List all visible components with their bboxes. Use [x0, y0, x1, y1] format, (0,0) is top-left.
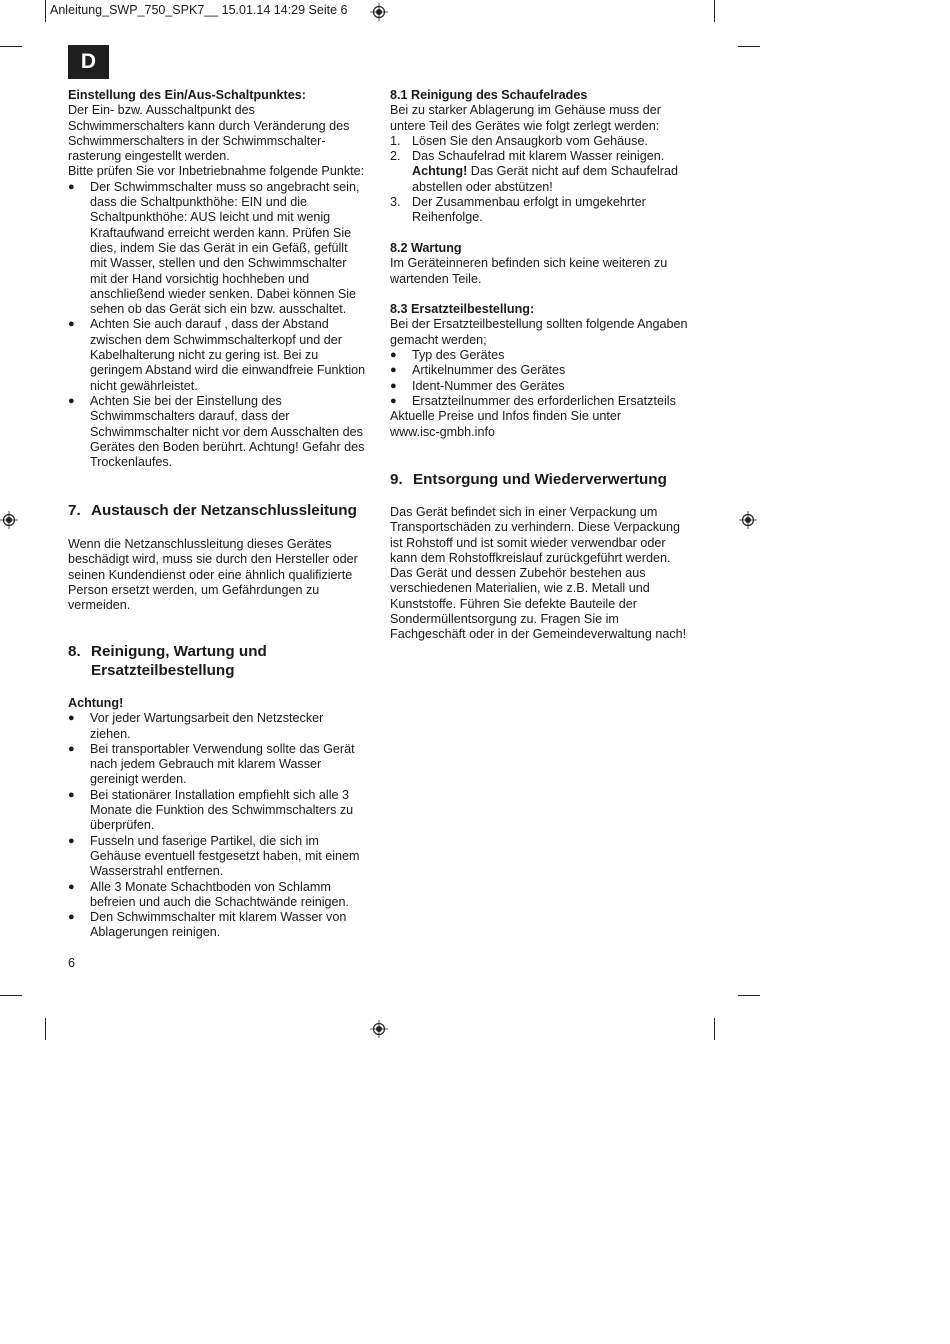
left-column	[68, 88, 378, 470]
list-item	[68, 394, 378, 470]
registration-mark-icon	[0, 511, 18, 529]
list-item-line: Wasserstrahl entfernen.	[90, 864, 224, 879]
list-item-line: Monate die Funktion des Schwimmschalters zu	[90, 803, 354, 818]
language-tab: D	[68, 45, 109, 79]
list-item-line: ziehen.	[90, 726, 131, 741]
section-heading: 8.3 Ersatzteilbestellung:	[390, 302, 535, 317]
warning-label: Achtung!	[68, 696, 124, 710]
section-heading: 8.2 Wartung	[390, 240, 462, 255]
list-item-line: geringem Abstand wird die einwandfreie Funktion	[90, 363, 366, 378]
paragraph-line: Kunststoffe. Führen Sie defekte Bauteile der	[390, 596, 637, 611]
section-number: 9.	[390, 471, 403, 488]
list-item-line: Der Zusammenbau erfolgt in umgekehrter	[412, 195, 646, 210]
list-item-line: überprüfen.	[90, 818, 155, 833]
list-item-line: mit Wasser, stellen und den Schwimmschalter	[90, 256, 347, 271]
list-item-line: ● Bei stationärer Installation empfiehlt sich alle 3	[90, 787, 350, 802]
crop-mark	[45, 0, 46, 22]
paragraph-line: Aktuelle Preise und Infos finden Sie unter	[390, 409, 622, 424]
paragraph-line: Sondermüllentsorgung zu. Fragen Sie im	[390, 612, 619, 627]
bullet-list	[68, 180, 378, 471]
list-item-line: abstellen oder abstützen!	[412, 179, 553, 194]
list-item-line: ● Fusseln und faserige Partikel, die sich im	[90, 833, 319, 848]
bullet-list	[390, 348, 710, 409]
list-item-line: ● Bei transportabler Verwendung sollte das Gerät	[90, 741, 355, 756]
paragraph-line: kann dem Rohstoffkreislauf zurückgeführt werden.	[390, 550, 671, 565]
list-item	[68, 742, 378, 788]
list-item-line: dies, indem Sie das Gerät in ein Gefäß, gefüllt	[90, 240, 348, 255]
list-item-line: zwischen dem Schwimmschalterkopf und der	[90, 332, 342, 347]
paragraph-line: Bei zu starker Ablagerung im Gehäuse muss der	[390, 103, 661, 118]
paragraph-line: Fachgeschäft oder in der Gemeindeverwaltung nach!	[390, 627, 687, 642]
paragraph-line: rasterung eingestellt werden.	[68, 149, 230, 164]
list-item-line: ● Vor jeder Wartungsarbeit den Netzstecker	[90, 711, 324, 726]
list-item-line: Gehäuse eventuell festgesetzt haben, mit einem	[90, 848, 360, 863]
section-title: Austausch der Netzanschlussleitung	[91, 502, 357, 519]
list-item-line: nach jedem Gebrauch mit klarem Wasser	[90, 757, 322, 772]
list-item	[390, 149, 710, 195]
registration-mark-icon	[739, 511, 757, 529]
numbered-list	[390, 134, 710, 226]
section-heading	[68, 642, 378, 680]
section-9	[390, 470, 710, 643]
crop-mark	[738, 995, 760, 996]
step-number: 1.	[390, 133, 401, 148]
paragraph-line: Transportschäden zu verhindern. Diese Verpackung	[390, 520, 681, 535]
list-item-line: Kabelhalterung nicht zu gering ist. Bei zu	[90, 348, 319, 363]
section-number: 8.	[68, 643, 81, 660]
list-item	[390, 195, 710, 226]
list-item-line: Gerätes den Boden berührt. Achtung! Gefahr des	[90, 439, 365, 454]
list-item-line: Schaltpunkthöhe: AUS leicht und mit wenig	[90, 210, 331, 225]
warning-label: Achtung!	[412, 164, 468, 179]
list-item-line: Das Schaufelrad mit klarem Wasser reinigen.	[412, 149, 665, 164]
list-item: ● Artikelnummer des Gerätes	[390, 363, 710, 378]
page-number: 6	[68, 956, 76, 970]
paragraph-line: untere Teil des Gerätes wie folgt zerlegt werden:	[390, 118, 660, 133]
paragraph-line: Person ersetzt werden, um Gefährdungen zu	[68, 582, 320, 597]
paragraph-line: Das Gerät befindet sich in einer Verpackung um	[390, 505, 658, 519]
list-item-line: ● Alle 3 Monate Schachtboden von Schlamm	[90, 879, 331, 894]
paragraph-line: seinen Kundendienst oder eine ähnlich qualifizierte	[68, 567, 353, 582]
print-slug: Anleitung_SWP_750_SPK7__ 15.01.14 14:29 Seite 6	[50, 3, 348, 17]
registration-mark-icon	[370, 1020, 388, 1038]
paragraph-line: wartenden Teile.	[390, 271, 482, 286]
paragraph-line: ist Rohstoff und ist somit wieder verwendbar oder	[390, 535, 666, 550]
list-item-line: befreien und auch die Schachtwände reinigen.	[90, 894, 350, 909]
step-number: 3.	[390, 195, 401, 210]
paragraph-line: beschädigt wird, muss sie durch den Hersteller oder	[68, 552, 358, 567]
warning-text: Das Gerät nicht auf dem Schaufelrad	[467, 164, 678, 179]
list-item	[68, 180, 378, 318]
section-7	[68, 501, 378, 613]
crop-mark	[0, 995, 22, 996]
paragraph-line: verschiedenen Materialien, wie z.B. Metall und	[390, 581, 650, 596]
right-column	[390, 88, 710, 440]
paragraph-line: Bitte prüfen Sie vor Inbetriebnahme folgende Punkte:	[68, 164, 365, 179]
list-item	[68, 910, 378, 941]
paragraph-line: Wenn die Netzanschlussleitung dieses Gerätes	[68, 537, 332, 551]
list-item: ● Ersatzteilnummer des erforderlichen Ersatzteils	[390, 394, 710, 409]
paragraph-line: Schwimmerschalters in der Schwimmschalter-	[68, 133, 326, 148]
paragraph-line: Schwimmerschalters kann durch Veränderung des	[68, 118, 350, 133]
list-item-line: ● Achten Sie bei der Einstellung des	[90, 393, 282, 408]
section-heading: 8.1 Reinigung des Schaufelrades	[390, 88, 588, 102]
section-number: 7.	[68, 502, 81, 519]
paragraph-line: Bei der Ersatzteilbestellung sollten folgende Angaben	[390, 317, 688, 332]
list-item: ● Ident-Nummer des Gerätes	[390, 379, 710, 394]
crop-mark	[45, 1018, 46, 1040]
list-item-line: Schwimmschalters darauf, dass der	[90, 409, 290, 424]
crop-mark	[714, 0, 715, 22]
list-item-line: ● Der Schwimmschalter muss so angebracht sein,	[90, 179, 360, 194]
section-title-line: Ersatzteilbestellung	[91, 662, 235, 679]
list-item-line: nicht gewährleistet.	[90, 378, 198, 393]
crop-mark	[738, 46, 760, 47]
paragraph-line: gemacht werden;	[390, 332, 487, 347]
list-item-line: Reihenfolge.	[412, 210, 483, 225]
list-item	[68, 317, 378, 393]
list-item	[390, 134, 710, 149]
bullet-list	[68, 711, 378, 940]
list-item-line	[412, 164, 710, 179]
section-title-line: Reinigung, Wartung und	[91, 643, 267, 660]
list-item-line: anschließend wieder senken. Dabei können Sie	[90, 286, 357, 301]
list-item-line: mit der Hand vorsichtig hochheben und	[90, 271, 310, 286]
section-heading	[390, 470, 710, 489]
registration-mark-icon	[370, 3, 388, 21]
list-item-line: Schwimmschalter nicht vor dem Ausschalten des	[90, 424, 363, 439]
list-item	[68, 880, 378, 911]
list-item	[68, 788, 378, 834]
website-link[interactable]: www.isc-gmbh.info	[390, 424, 495, 439]
list-item-line: ● Den Schwimmschalter mit klarem Wasser von	[90, 910, 347, 925]
section-heading	[68, 501, 378, 520]
paragraph-line: Das Gerät und dessen Zubehör bestehen aus	[390, 566, 646, 581]
paragraph-line: vermeiden.	[68, 598, 131, 613]
list-item-line: Ablagerungen reinigen.	[90, 925, 221, 940]
list-item	[68, 834, 378, 880]
list-item	[68, 711, 378, 742]
section-heading: Einstellung des Ein/Aus-Schaltpunktes:	[68, 88, 306, 102]
list-item-line: gereinigt werden.	[90, 772, 187, 787]
list-item-line: dass die Schaltpunkthöhe: EIN und die	[90, 195, 308, 210]
paragraph-line: Der Ein- bzw. Ausschaltpunkt des	[68, 103, 255, 118]
list-item: ● Typ des Gerätes	[390, 348, 710, 363]
step-number: 2.	[390, 149, 401, 164]
section-title: Entsorgung und Wiederverwertung	[413, 471, 667, 488]
crop-mark	[714, 1018, 715, 1040]
list-item-line: sehen ob das Gerät sich ein bzw. ausschaltet.	[90, 302, 347, 317]
list-item-line: ● Achten Sie auch darauf , dass der Abstand	[90, 317, 329, 332]
paragraph-line: Im Geräteinneren befinden sich keine weiteren zu	[390, 256, 668, 271]
list-item-line: Kraftaufwand erreicht werden kann. Prüfen Sie	[90, 225, 352, 240]
list-item-line: Trockenlaufes.	[90, 455, 173, 470]
section-8	[68, 642, 378, 941]
list-item-line: Lösen Sie den Ansaugkorb vom Gehäuse.	[412, 133, 648, 148]
crop-mark	[0, 46, 22, 47]
